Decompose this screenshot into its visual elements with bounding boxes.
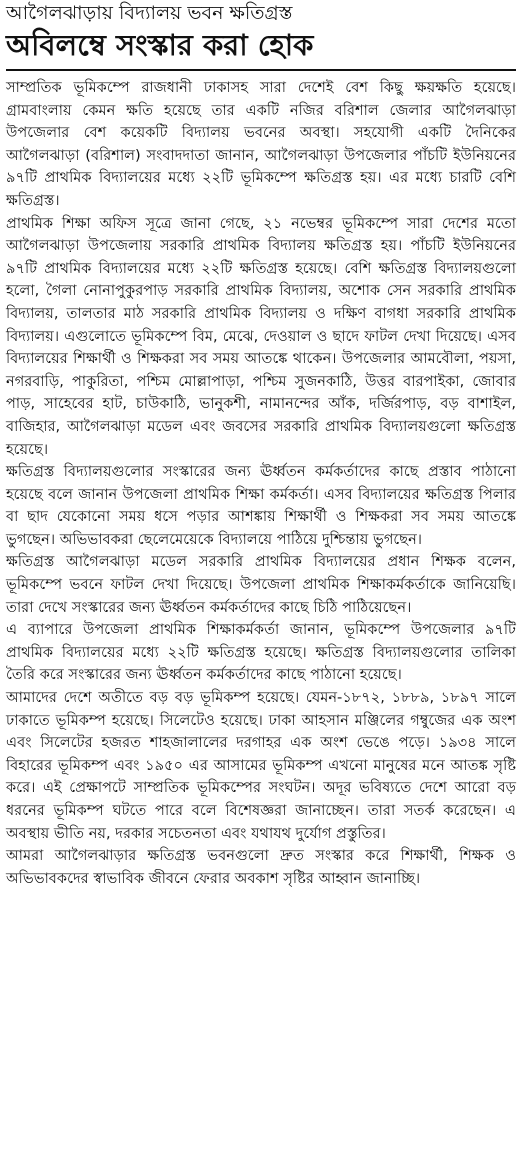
paragraph-appeal: আমরা আগৈলঝাড়ার ক্ষতিগ্রস্ত ভবনগুলো দ্রুত সংস্কার করে শিক্ষার্থী, শিক্ষক ও অভিভাবকদের স্বাভাবিক জীবনে ফেরার অবকাশ সৃষ্টির আহ্বান জানাচ্ছি। [6,847,516,887]
paragraph-damage-details: প্রাথমিক শিক্ষা অফিস সূত্রে জানা গেছে, ২১ নভেম্বর ভূমিকম্পে সারা দেশের মতো আগৈলঝাড়া উপজেলায় সরকারি প্রাথমিক বিদ্যালয় ক্ষতিগ্রস্ত হয়। পাঁচটি ইউনিয়নের ৯৭টি প্রাথমিক বিদ্যালয়ের মধ্যে ২২টি ক্ষতিগ্রস্ত হয়েছে। বেশি ক্ষতিগ্রস্ত বিদ্যালয়গুলো হলো, গৈলা নোনাপুকুরপাড় সরকারি প্রাথমিক বিদ্যালয়, অশোক সেন সরকারি প্রাথমিক বিদ্যালয়, তালতার মাঠ সরকারি প্রাথমিক বিদ্যালয় ও দক্ষিণ বাগধা সরকারি প্রাথমিক বিদ্যালয়। এগুলোতে ভূমিকম্পে বিম, মেঝে, দেওয়াল ও ছাদে ফাটল দেখা দিয়েছে। এসব বিদ্যালয়ের শিক্ষার্থী ও শিক্ষকরা সব সময় আতঙ্কে থাকেন। উপজেলার আমবৌলা, পয়সা, নগরবাড়ি, পাকুরিতা, পশ্চিম মোল্লাপাড়া, পশ্চিম সুজনকাঠি, উত্তর বারপাইকা, জোবার পাড়, সাহেবের হাট, চাউকাঠি, ভানুকশী, নামানন্দের আঁক, দর্জিরপাড়, বড় বাশাইল, বাজিহার, আগৈলঝাড়া মডেল এবং জবসের সরকারি প্রাথমিক বিদ্যালয়গুলো ক্ষতিগ্রস্ত হয়েছে। [6,214,516,458]
headline-kicker: আগৈলঝাড়ায় বিদ্যালয় ভবন ক্ষতিগ্রস্ত [6,2,293,24]
paragraph-headteacher-quote: ক্ষতিগ্রস্ত আগৈলঝাড়া মডেল সরকারি প্রাথমিক বিদ্যালয়ের প্রধান শিক্ষক বলেন, ভূমিকম্পে ভবনে ফাটল দেখা দিয়েছে। উপজেলা প্রাথমিক শিক্ষাকর্মকর্তাকে জানিয়েছি। তারা দেখে সংস্কারের জন্য ঊর্ধ্বতন কর্মকর্তাদের কাছে চিঠি পাঠিয়েছেন। [6,553,516,616]
paragraph-repair-proposal: ক্ষতিগ্রস্ত বিদ্যালয়গুলোর সংস্কারের জন্য ঊর্ধ্বতন কর্মকর্তাদের কাছে প্রস্তাব পাঠানো হয়েছে বলে জানান উপজেলা প্রাথমিক শিক্ষা কর্মকর্তা। এসব বিদ্যালয়ের ক্ষতিগ্রস্ত পিলার বা ছাদ যেকোনো সময় ধসে পড়ার আশঙ্কায় শিক্ষার্থী ও শিক্ষকরা সব সময় আতঙ্কে ভুগছেন। অভিভাবকরা ছেলেমেয়েকে বিদ্যালয়ে পাঠিয়ে দুশ্চিন্তায় ভুগছেন। [6,463,516,548]
paragraph-earthquake-history: আমাদের দেশে অতীতে বড় বড় ভূমিকম্প হয়েছে। যেমন-১৮৭২, ১৮৮৯, ১৮৯৭ সালে ঢাকাতে ভূমিকম্প হয়েছে। সিলেটেও হয়েছে। ঢাকা আহসান মঞ্জিলের গম্বুজের এক অংশ এবং সিলেটের হজরত শাহজালালের দরগাহর এক অংশ ভেঙে পড়ে। ১৯৩৪ সালে বিহারের ভূমিকম্প এবং ১৯৫০ এর আসামের ভূমিকম্প এখনো মানুষের মনে আতঙ্ক সৃষ্টি করে। এই প্রেক্ষাপটে সাম্প্রতিক ভূমিকম্পের সংঘটন। অদূর ভবিষ্যতে দেশে আরো বড় ধরনের ভূমিকম্প ঘটতে পারে বলে বিশেষজ্ঞরা জানাচ্ছেন। তারা সতর্ক করেছেন। এ অবস্থায় ভীতি নয়, দরকার সচেতনতা এবং যথাযথ দুর্যোগ প্রস্তুতির। [6,689,516,842]
headline-title: অবিলম্বে সংস্কার করা হোক [6,28,314,62]
paragraph-intro: সাম্প্রতিক ভূমিকম্পে রাজধানী ঢাকাসহ সারা দেশেই বেশ কিছু ক্ষয়ক্ষতি হয়েছে। গ্রামবাংলায় কেমন ক্ষতি হয়েছে তার একটি নজির বরিশাল জেলার আগৈলঝাড়া উপজেলার বেশ কয়েকটি বিদ্যালয় ভবনের অবস্থা। সহযোগী একটি দৈনিকের আগৈলঝাড়া (বরিশাল) সংবাদদাতা জানান, আগৈলঝাড়া উপজেলার পাঁচটি ইউনিয়নের ৯৭টি প্রাথমিক বিদ্যালয়ের মধ্যে ২২টি ভূমিকম্পে ক্ষতিগ্রস্ত হয়। এর মধ্যে চারটি বেশি ক্ষতিগ্রস্ত। [6,79,516,209]
paragraph-education-officer: এ ব্যাপারে উপজেলা প্রাথমিক শিক্ষাকর্মকর্তা জানান, ভূমিকম্পে উপজেলার ৯৭টি প্রাথমিক বিদ্যালয়ের মধ্যে ২২টি ক্ষতিগ্রস্ত হয়েছে। ক্ষতিগ্রস্ত বিদ্যালয়গুলোর তালিকা তৈরি করে সংস্কারের জন্য ঊর্ধ্বতন কর্মকর্তাদের কাছে পাঠানো হয়েছে। [6,621,516,684]
article-body [6,77,516,890]
headline-divider [6,69,516,71]
headline [6,2,516,62]
